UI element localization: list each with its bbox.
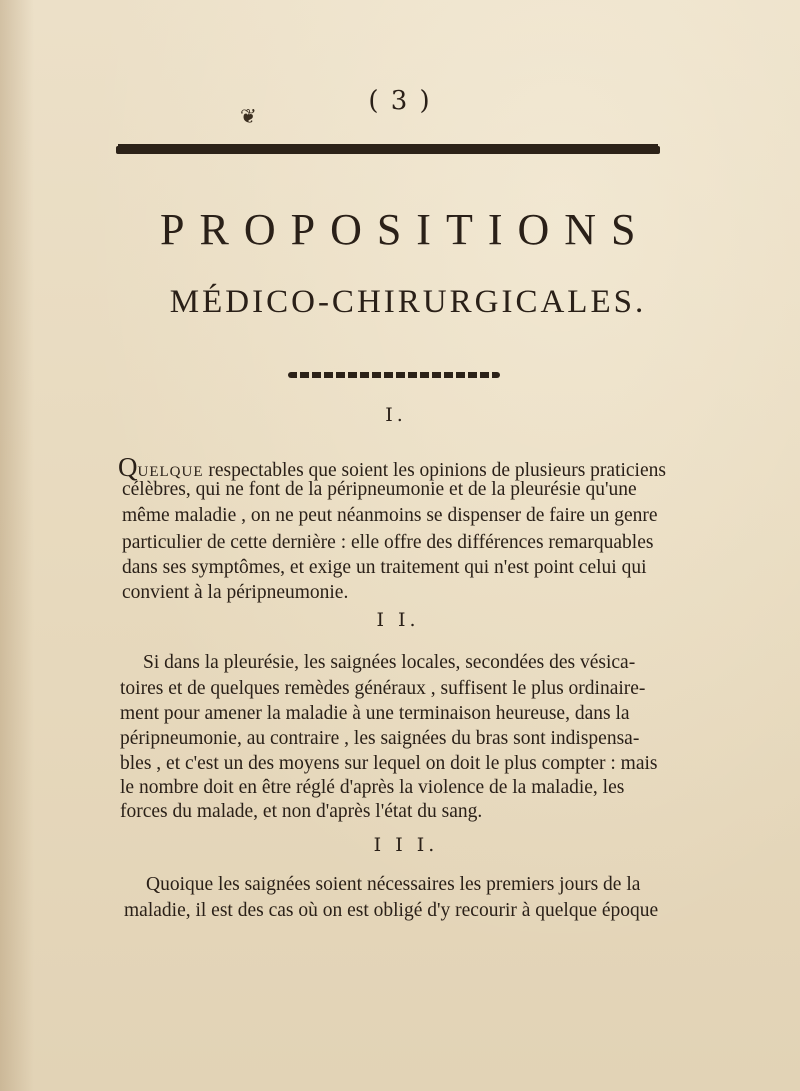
line-text: respectables que soient les opinions de plusieurs praticiens	[203, 460, 666, 481]
page-gutter-shadow	[0, 0, 34, 1091]
paragraph-line: même maladie , on ne peut néanmoins se dispenser de faire un genre	[122, 505, 658, 526]
paragraph-line: Si dans la pleurésie, les saignées locales, secondées des vésica-	[143, 652, 636, 673]
title-line-2: MÉDICO-CHIRURGICALES.	[169, 284, 647, 320]
paragraph-line: toires et de quelques remèdes généraux , suffisent le plus ordinaire-	[120, 678, 646, 699]
ink-mark-icon: ❦	[240, 104, 257, 128]
paragraph-line: péripneumonie, au contraire , les saignées du bras sont indispensa-	[120, 728, 640, 749]
title-line-1: PROPOSITIONS	[160, 205, 651, 254]
section-heading-1: I.	[385, 404, 407, 426]
section-heading-3: I I I.	[373, 834, 439, 856]
paragraph-line: maladie, il est des cas où on est obligé d'y recourir à quelque époque	[124, 900, 659, 921]
paragraph-line: Quoique les saignées soient nécessaires les premiers jours de la	[146, 874, 641, 895]
paragraph-line: le nombre doit en être réglé d'après la violence de la maladie, les	[120, 777, 625, 798]
header-rule	[116, 146, 660, 154]
paragraph-line: convient à la péripneumonie.	[122, 582, 349, 603]
paragraph-line: bles , et c'est un des moyens sur lequel on doit le plus compter : mais	[120, 753, 658, 774]
paragraph-line: ment pour amener la maladie à une terminaison heureuse, dans la	[120, 703, 630, 724]
small-caps-word: UELQUE	[137, 464, 204, 480]
section-heading-2: I I.	[376, 609, 420, 631]
paragraph-line: forces du malade, et non d'après l'état du sang.	[120, 801, 483, 822]
paragraph-line: dans ses symptômes, et exige un traitement qui n'est point celui qui	[122, 557, 647, 578]
page-number: ( 3 )	[368, 86, 432, 116]
paragraph-line: célèbres, qui ne font de la péripneumonie et de la pleurésie qu'une	[122, 479, 637, 500]
drop-cap: Q	[118, 452, 138, 482]
ornament-rule	[288, 372, 500, 378]
paragraph-line: particulier de cette dernière : elle offre des différences remarquables	[122, 532, 654, 553]
